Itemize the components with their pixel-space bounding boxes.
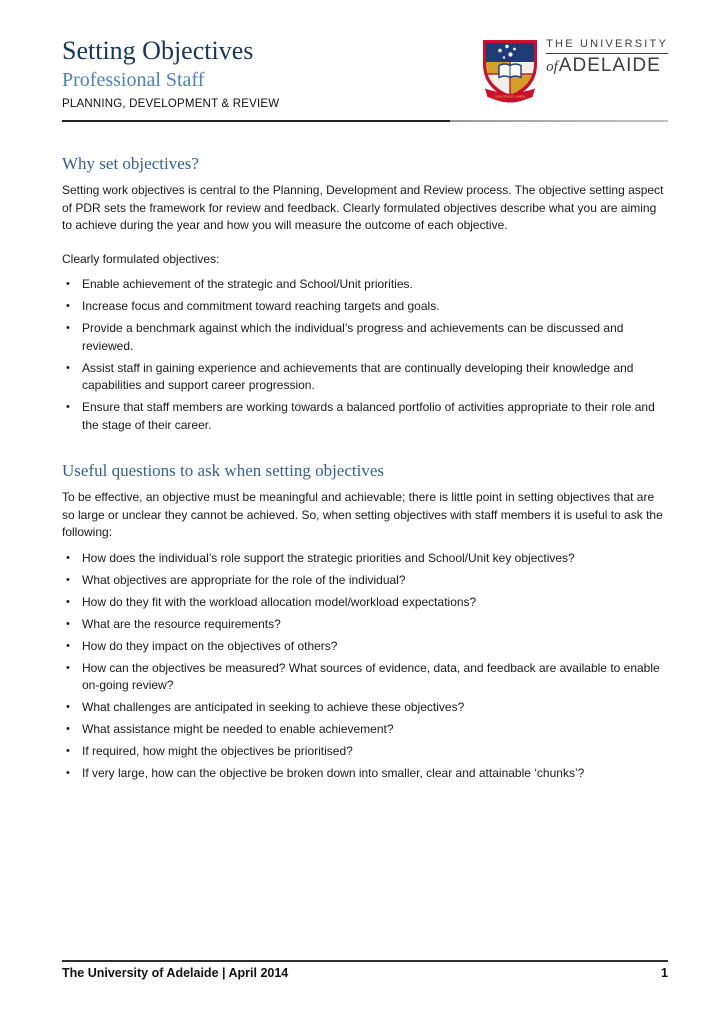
bullet-text: If required, how might the objectives be prioritised?: [82, 744, 353, 758]
list-item: [62, 572, 666, 590]
document-header: [62, 36, 668, 111]
list-item: [62, 743, 666, 761]
header-divider: [62, 120, 668, 122]
bullet-icon: •: [66, 322, 70, 334]
bullet-text: What are the resource requirements?: [82, 616, 281, 631]
bullet-text: Ensure that staff members are working towards a balanced portfolio of activities appropriate to their role and the stage of their career.: [82, 400, 655, 432]
logo-line1: THE UNIVERSITY: [546, 38, 668, 54]
bullet-icon: •: [66, 661, 70, 674]
bullet-text: How can the objectives be measured? What sources of evidence, data, and feedback are available to enable on-going review?: [82, 660, 660, 692]
section-heading: Useful questions to ask when setting objectives: [62, 461, 385, 480]
section-heading: Why set objectives?: [62, 154, 199, 173]
bullet-icon: •: [66, 701, 70, 713]
bullet-text: What assistance might be needed to enable achievement?: [82, 722, 394, 736]
page-subtitle: Professional Staff: [62, 69, 205, 91]
list-item: [62, 594, 666, 612]
bullet-icon: •: [66, 639, 70, 652]
bullet-icon: •: [66, 723, 70, 735]
department-label: PLANNING, DEVELOPMENT & REVIEW: [62, 98, 280, 110]
bullet-text: What challenges are anticipated in seeking to achieve these objectives?: [82, 700, 465, 714]
logo-wordmark: [546, 38, 668, 77]
bullet-text: If very large, how can the objective be broken down into smaller, clear and attainable ‘chunks’?: [82, 766, 585, 780]
bullet-icon: •: [66, 551, 70, 564]
section-why-set-objectives: [62, 153, 668, 434]
list-item: [62, 550, 666, 568]
page-title: Setting Objectives: [62, 36, 254, 65]
paragraph: To be effective, an objective must be meaningful and achievable; there is little point in setting objectives that are so large or unclear they cannot be achieved. So, when setting objectives with staff members it is useful to ask the following:: [62, 490, 663, 539]
bullet-icon: •: [66, 300, 70, 312]
list-item: [62, 320, 666, 355]
page-footer: [62, 960, 668, 980]
list-item: [62, 638, 666, 656]
bullet-icon: •: [66, 278, 70, 290]
logo-line2: [546, 55, 668, 77]
footer-text: The University of Adelaide | April 2014: [62, 966, 289, 980]
bullet-icon: •: [66, 745, 70, 757]
bullet-text: How do they impact on the objectives of others?: [82, 638, 338, 653]
questions-bullet-list: [62, 550, 666, 783]
list-item: [62, 399, 666, 434]
list-item: [62, 360, 666, 395]
bullet-text: Provide a benchmark against which the individual’s progress and achievements can be discussed and reviewed.: [82, 321, 624, 353]
list-item: [62, 721, 666, 739]
list-item: [62, 616, 666, 634]
bullet-icon: •: [66, 595, 70, 608]
bullet-text: How does the individual’s role support the strategic priorities and School/Unit key objectives?: [82, 550, 575, 565]
university-crest-icon: [481, 38, 539, 110]
motto-text: SUB CRUCE LUMEN: [495, 94, 526, 99]
bullet-text: Assist staff in gaining experience and achievements that are continually developing their knowledge and capabilities and support career progression.: [82, 360, 634, 392]
objectives-bullet-list: [62, 276, 666, 434]
bullet-text: Enable achievement of the strategic and School/Unit priorities.: [82, 277, 413, 291]
bullet-icon: •: [66, 401, 70, 413]
bullet-text: Increase focus and commitment toward reaching targets and goals.: [82, 299, 440, 313]
university-logo: [481, 36, 668, 110]
section-useful-questions: [62, 460, 668, 783]
header-titles: [62, 36, 279, 111]
paragraph: Setting work objectives is central to the Planning, Development and Review process. The objective setting aspect of PDR sets the framework for review and feedback. Clearly formulated objectives describe what you are aiming to achieve during the year and how you will measure the outcome of each objective.: [62, 183, 664, 232]
page-number: 1: [661, 966, 668, 980]
bullet-text: How do they fit with the workload allocation model/workload expectations?: [82, 594, 477, 609]
list-intro: Clearly formulated objectives:: [62, 251, 220, 266]
list-item: [62, 765, 666, 783]
bullet-icon: •: [66, 361, 70, 374]
list-item: [62, 276, 666, 294]
bullet-icon: •: [66, 617, 70, 630]
logo-of: of: [546, 59, 558, 75]
bullet-text: What objectives are appropriate for the role of the individual?: [82, 572, 406, 587]
bullet-icon: •: [66, 573, 70, 586]
logo-adelaide: ADELAIDE: [558, 55, 661, 76]
list-item: [62, 298, 666, 316]
list-item: [62, 699, 666, 717]
bullet-icon: •: [66, 767, 70, 779]
list-item: [62, 660, 666, 695]
